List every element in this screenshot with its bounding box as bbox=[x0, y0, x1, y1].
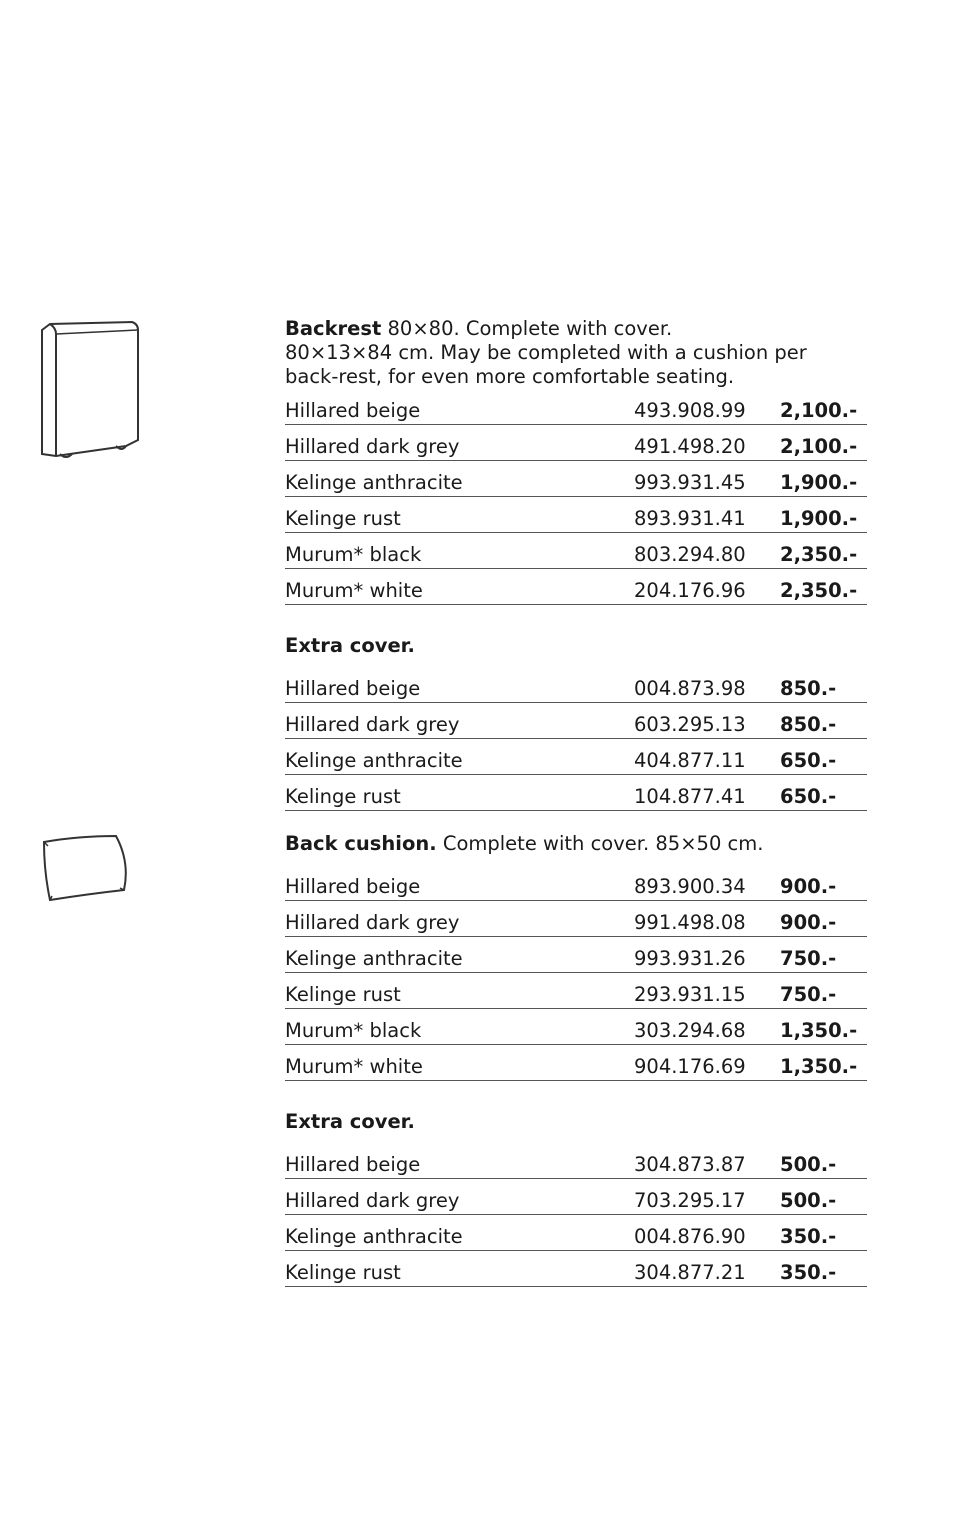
table-row bbox=[285, 865, 867, 901]
back-cushion-section bbox=[285, 831, 867, 1287]
backrest-extra-cover-title: Extra cover. bbox=[285, 634, 415, 657]
article-number: 404.877.11 bbox=[634, 739, 780, 775]
article-number: 993.931.26 bbox=[634, 937, 780, 973]
product-name: Kelinge rust bbox=[285, 973, 634, 1009]
backrest-description: 80×13×84 cm. May be completed with a cushion per back-rest, for even more comfortable seating. bbox=[285, 341, 807, 388]
price: 650.- bbox=[780, 775, 867, 811]
table-row bbox=[285, 425, 867, 461]
table-row bbox=[285, 497, 867, 533]
article-number: 303.294.68 bbox=[634, 1009, 780, 1045]
product-name: Kelinge rust bbox=[285, 775, 634, 811]
product-name: Hillared beige bbox=[285, 389, 634, 425]
backrest-heading-bold: Backrest bbox=[285, 317, 382, 340]
product-name: Kelinge anthracite bbox=[285, 739, 634, 775]
backrest-heading bbox=[285, 316, 867, 341]
price: 500.- bbox=[780, 1143, 867, 1179]
product-name: Murum* white bbox=[285, 569, 634, 605]
price: 2,350.- bbox=[780, 569, 867, 605]
table-row bbox=[285, 775, 867, 811]
price: 850.- bbox=[780, 667, 867, 703]
article-number: 104.877.41 bbox=[634, 775, 780, 811]
product-name: Hillared beige bbox=[285, 1143, 634, 1179]
product-name: Kelinge rust bbox=[285, 497, 634, 533]
article-number: 004.873.98 bbox=[634, 667, 780, 703]
product-name: Hillared dark grey bbox=[285, 703, 634, 739]
article-number: 703.295.17 bbox=[634, 1179, 780, 1215]
price: 850.- bbox=[780, 703, 867, 739]
product-name: Hillared beige bbox=[285, 865, 634, 901]
product-name: Kelinge anthracite bbox=[285, 937, 634, 973]
table-row bbox=[285, 937, 867, 973]
price: 900.- bbox=[780, 901, 867, 937]
product-name: Hillared beige bbox=[285, 667, 634, 703]
price: 650.- bbox=[780, 739, 867, 775]
product-name: Kelinge anthracite bbox=[285, 461, 634, 497]
product-name: Hillared dark grey bbox=[285, 901, 634, 937]
backrest-illustration-icon bbox=[36, 318, 144, 462]
article-number: 603.295.13 bbox=[634, 703, 780, 739]
back-cushion-extra-cover-table bbox=[285, 1143, 867, 1287]
article-number: 803.294.80 bbox=[634, 533, 780, 569]
back-cushion-illustration-icon bbox=[38, 832, 132, 904]
backrest-extra-cover-table bbox=[285, 667, 867, 811]
article-number: 893.900.34 bbox=[634, 865, 780, 901]
product-name: Kelinge anthracite bbox=[285, 1215, 634, 1251]
table-row bbox=[285, 1179, 867, 1215]
product-name: Kelinge rust bbox=[285, 1251, 634, 1287]
price: 350.- bbox=[780, 1251, 867, 1287]
price: 350.- bbox=[780, 1215, 867, 1251]
price: 2,100.- bbox=[780, 425, 867, 461]
price: 2,100.- bbox=[780, 389, 867, 425]
article-number: 493.908.99 bbox=[634, 389, 780, 425]
price: 1,350.- bbox=[780, 1045, 867, 1081]
table-row bbox=[285, 901, 867, 937]
article-number: 491.498.20 bbox=[634, 425, 780, 461]
table-row bbox=[285, 1045, 867, 1081]
back-cushion-heading-bold: Back cushion. bbox=[285, 832, 437, 855]
backrest-price-table bbox=[285, 389, 867, 605]
article-number: 293.931.15 bbox=[634, 973, 780, 1009]
table-row bbox=[285, 461, 867, 497]
article-number: 893.931.41 bbox=[634, 497, 780, 533]
price: 1,900.- bbox=[780, 497, 867, 533]
price: 500.- bbox=[780, 1179, 867, 1215]
price: 2,350.- bbox=[780, 533, 867, 569]
table-row bbox=[285, 389, 867, 425]
table-row bbox=[285, 703, 867, 739]
table-row bbox=[285, 1009, 867, 1045]
table-row bbox=[285, 1215, 867, 1251]
back-cushion-heading bbox=[285, 831, 867, 856]
product-name: Murum* white bbox=[285, 1045, 634, 1081]
price: 750.- bbox=[780, 973, 867, 1009]
table-row bbox=[285, 1143, 867, 1179]
table-row bbox=[285, 1251, 867, 1287]
back-cushion-price-table bbox=[285, 865, 867, 1081]
price: 1,900.- bbox=[780, 461, 867, 497]
price: 1,350.- bbox=[780, 1009, 867, 1045]
article-number: 304.873.87 bbox=[634, 1143, 780, 1179]
table-row bbox=[285, 739, 867, 775]
product-name: Hillared dark grey bbox=[285, 425, 634, 461]
product-name: Hillared dark grey bbox=[285, 1179, 634, 1215]
back-cushion-heading-rest: Complete with cover. 85×50 cm. bbox=[436, 832, 764, 855]
back-cushion-extra-cover-title: Extra cover. bbox=[285, 1110, 415, 1133]
table-row bbox=[285, 533, 867, 569]
article-number: 304.877.21 bbox=[634, 1251, 780, 1287]
article-number: 993.931.45 bbox=[634, 461, 780, 497]
article-number: 204.176.96 bbox=[634, 569, 780, 605]
backrest-heading-rest: 80×80. Complete with cover. bbox=[381, 317, 673, 340]
table-row bbox=[285, 667, 867, 703]
price: 900.- bbox=[780, 865, 867, 901]
article-number: 004.876.90 bbox=[634, 1215, 780, 1251]
backrest-section bbox=[285, 316, 867, 811]
table-row bbox=[285, 973, 867, 1009]
product-name: Murum* black bbox=[285, 533, 634, 569]
product-name: Murum* black bbox=[285, 1009, 634, 1045]
table-row bbox=[285, 569, 867, 605]
article-number: 904.176.69 bbox=[634, 1045, 780, 1081]
article-number: 991.498.08 bbox=[634, 901, 780, 937]
price: 750.- bbox=[780, 937, 867, 973]
